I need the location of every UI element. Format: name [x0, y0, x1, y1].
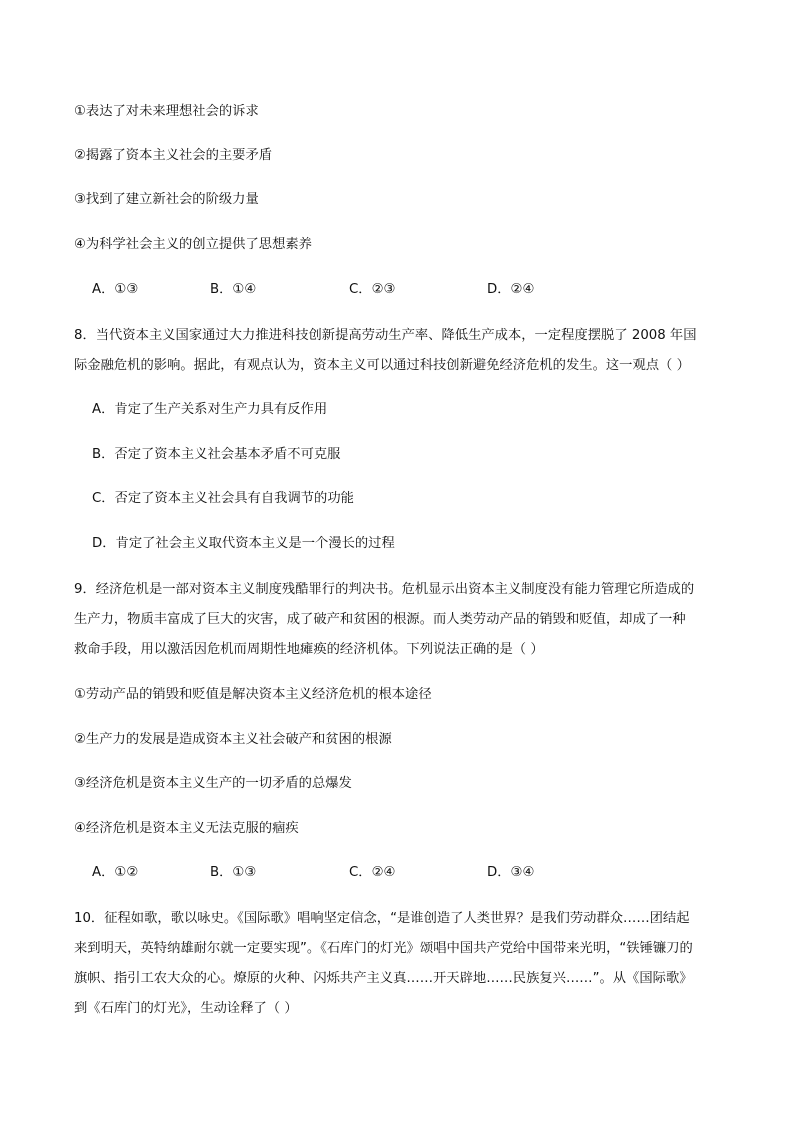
- q8-option-d: D．肯定了社会主义取代资本主义是一个漫长的过程: [92, 536, 395, 551]
- q9-option-c: C．②④: [349, 865, 396, 880]
- q8-stem-line-1: 8．当代资本主义国家通过大力推进科技创新提高劳动生产率、降低生产成本，一定程度摆脱了 2008 年国: [74, 328, 697, 343]
- q7-option-a: A．①③: [92, 282, 139, 297]
- q9-option-a: A．①②: [92, 865, 139, 880]
- q9-stem-line-1: 9．经济危机是一部对资本主义制度残酷罪行的判决书。危机显示出资本主义制度没有能力管理它所造成的: [74, 582, 695, 597]
- q9-option-b: B．①③: [210, 865, 257, 880]
- q9-item-2: ②生产力的发展是造成资本主义社会破产和贫困的根源: [74, 732, 392, 747]
- q10-stem-line-1: 10．征程如歌，歌以咏史。《国际歌》唱响坚定信念，“是谁创造了人类世界？是我们劳动群众……团结起: [74, 911, 690, 926]
- q8-option-c: C．否定了资本主义社会具有自我调节的功能: [92, 491, 354, 506]
- q8-option-b: B．否定了资本主义社会基本矛盾不可克服: [92, 447, 341, 462]
- q8-option-a: A．肯定了生产关系对生产力具有反作用: [92, 402, 328, 417]
- q7-item-1: ①表达了对未来理想社会的诉求: [74, 104, 259, 119]
- q9-item-1: ①劳动产品的销毁和贬值是解决资本主义经济危机的根本途径: [74, 687, 432, 702]
- q7-option-b: B．①④: [210, 282, 257, 297]
- q9-stem-line-2: 生产力，物质丰富成了巨大的灾害，成了破产和贫困的根源。而人类劳动产品的销毁和贬值，却成了一种: [74, 612, 686, 627]
- q9-item-3: ③经济危机是资本主义生产的一切矛盾的总爆发: [74, 776, 352, 791]
- q9-option-d: D．③④: [487, 865, 535, 880]
- q7-item-2: ②揭露了资本主义社会的主要矛盾: [74, 148, 273, 163]
- q9-stem-line-3: 救命手段，用以激活因危机而周期性地瘫痪的经济机体。下列说法正确的是（ ）: [74, 642, 544, 657]
- q7-item-4: ④为科学社会主义的创立提供了思想素养: [74, 237, 312, 252]
- q7-option-d: D．②④: [487, 282, 535, 297]
- q10-stem-line-4: 到《石库门的灯光》，生动诠释了（ ）: [74, 1001, 298, 1016]
- q7-option-c: C．②③: [349, 282, 396, 297]
- q10-stem-line-3: 旗帜、指引工农大众的心。燎原的火种、闪烁共产主义真……开天辟地……民族复兴……”。从《国际歌》: [74, 971, 693, 986]
- q7-item-3: ③找到了建立新社会的阶级力量: [74, 192, 259, 207]
- q9-item-4: ④经济危机是资本主义无法克服的痼疾: [74, 821, 299, 836]
- q10-stem-line-2: 来到明天，英特纳雄耐尔就一定要实现”。《石库门的灯光》颂唱中国共产党给中国带来光明，“铁锤镰刀的: [74, 941, 693, 956]
- q8-stem-line-2: 际金融危机的影响。据此，有观点认为，资本主义可以通过科技创新避免经济危机的发生。这一观点（ ）: [74, 358, 690, 373]
